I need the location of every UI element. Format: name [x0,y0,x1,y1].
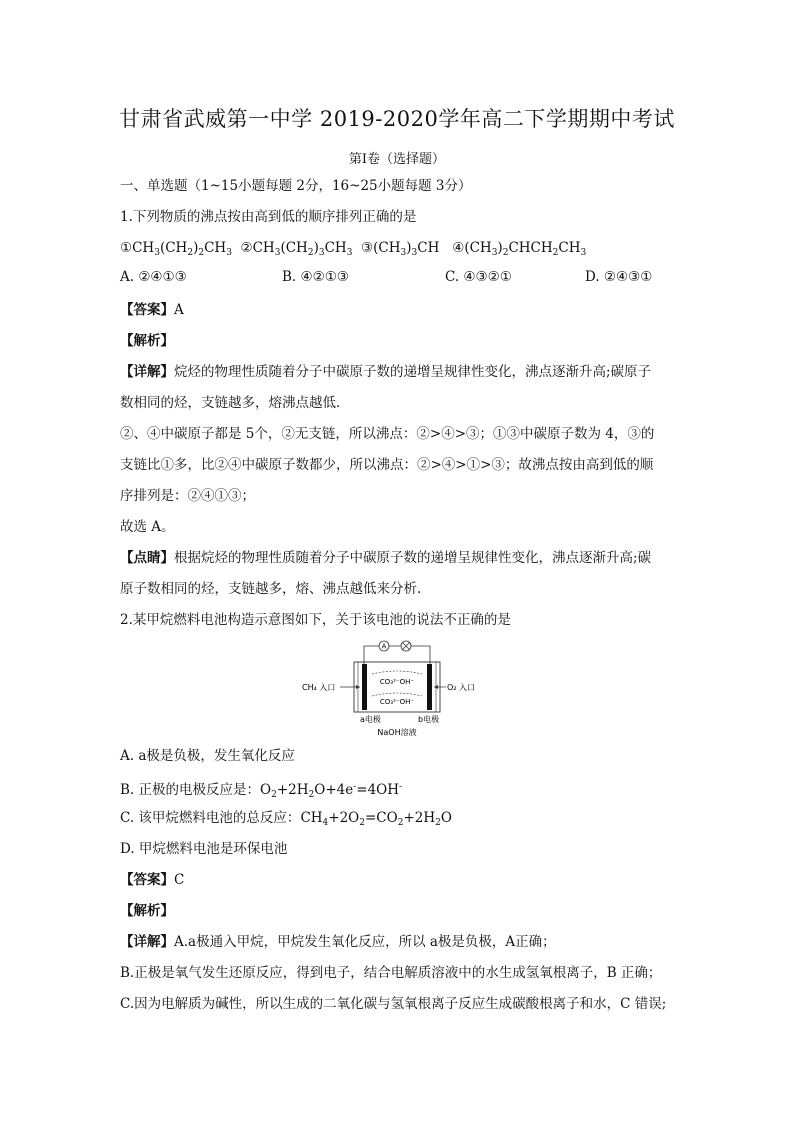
q1-stem: 1.下列物质的沸点按由高到低的顺序排列正确的是 [120,209,417,225]
q1-detail-5: 序排列是：②④①③； [120,488,255,504]
q1-answer-label: 【答案】 [120,302,174,318]
q1-compounds: $①CH_3(CH_2)_2CH_3$ $②CH_3(CH_2)_3CH_3$ $③(CH_3)_3CH$ $④(CH_3)_2CHCH_2CH_3$ [120,240,587,258]
page-subtitle: 第Ⅰ卷（选择题） [348,152,446,167]
q1-option-c: C. ④③②① [445,269,512,285]
q1-option-a: A. ②④①③ [120,269,187,285]
electrolyte-label: NaOH溶液 [377,728,417,737]
ion-label-bottom: CO₃²⁻OH⁻ [379,698,415,706]
q1-options [120,269,680,289]
q2-option-b: B. 正极的电极反应是：$O_2+2H_2O+4e^-=4OH^-$ [120,782,403,800]
q2-detail-b: B.正极是氧气发生还原反应，得到电子，结合电解质溶液中的水生成氢氧根离子，B 正确； [120,965,662,981]
q1-detail-4: 支链比①多，比②④中碳原子数都少，所以沸点：②>④>①>③；故沸点按由高到低的顺 [120,457,654,473]
q1-comment-text-1: 根据烷烃的物理性质随着分子中碳原子数的递增呈规律性变化，沸点逐渐升高;碳 [174,550,652,566]
q1-option-d: D. ②④③① [585,269,653,285]
section-heading: 一、单选题（1~15小题每题 2分，16~25小题每题 3分） [120,178,472,194]
b-electrode-label: b电极 [418,715,440,724]
q1-detail-text-1: 烷烃的物理性质随着分子中碳原子数的递增呈规律性变化，沸点逐渐升高;碳原子 [174,364,652,380]
fuel-cell-diagram [302,640,492,740]
page-title: 甘肃省武威第一中学 2019-2020学年高二下学期期中考试 [119,107,675,131]
a-electrode-label: a电极 [360,715,381,724]
q2-option-c-prefix: C. 该甲烷燃料电池的总反应： [120,810,301,826]
q2-analysis-label: 【解析】 [120,903,174,919]
q2-stem: 2.某甲烷燃料电池构造示意图如下，关于该电池的说法不正确的是 [120,612,511,628]
q1-comment-label: 【点睛】 [120,550,174,566]
q2-option-b-prefix: B. 正极的电极反应是： [120,782,261,798]
q2-option-d: D. 甲烷燃料电池是环保电池 [120,841,288,857]
a-electrode-plate [362,664,367,710]
q1-option-b: B. ④②①③ [282,269,349,285]
q1-detail-2: 数相同的烃，支链越多，熔沸点越低． [120,395,350,411]
q2-detail-label: 【详解】 [120,934,174,950]
b-electrode-plate [427,664,432,710]
o2-inlet-label: O₂ 入口 [447,683,476,692]
q2-detail-c: C.因为电解质为碱性，所以生成的二氧化碳与氢氧根离子反应生成碳酸根离子和水，C 错误; [120,996,667,1012]
q2-detail-a-text: A.a极通入甲烷，甲烷发生氧化反应，所以 a极是负极，A正确； [174,934,556,950]
q2-option-c: C. 该甲烷燃料电池的总反应：$CH_4+2O_2=CO_2+2H_2O$ [120,810,452,828]
ion-label-top: CO₃²⁻OH⁻ [379,678,415,686]
q1-comment-2: 原子数相同的烃，支链越多，熔、沸点越低来分析. [120,581,422,597]
q2-answer-value: C [174,872,185,888]
ammeter-label: A [381,642,387,651]
q2-answer [120,870,680,890]
q2-option-a: A. a极是负极，发生氧化反应 [120,748,295,764]
q2-detail-a [120,932,680,952]
q2-answer-label: 【答案】 [120,872,174,888]
q1-analysis-label: 【解析】 [120,333,174,349]
q1-answer-value: A [174,302,184,318]
q1-detail-label: 【详解】 [120,364,174,380]
q1-detail-1 [120,362,680,382]
q1-detail-3: ②、④中碳原子都是 5个，②无支链，所以沸点：②>④>③；①③中碳原子数为 4，③的 [120,426,655,442]
q1-answer [120,300,680,320]
q1-comment-1 [120,548,680,568]
q1-conclusion: 故选 A。 [120,519,175,535]
ch4-inlet-label: CH₄ 入口 [302,683,336,692]
